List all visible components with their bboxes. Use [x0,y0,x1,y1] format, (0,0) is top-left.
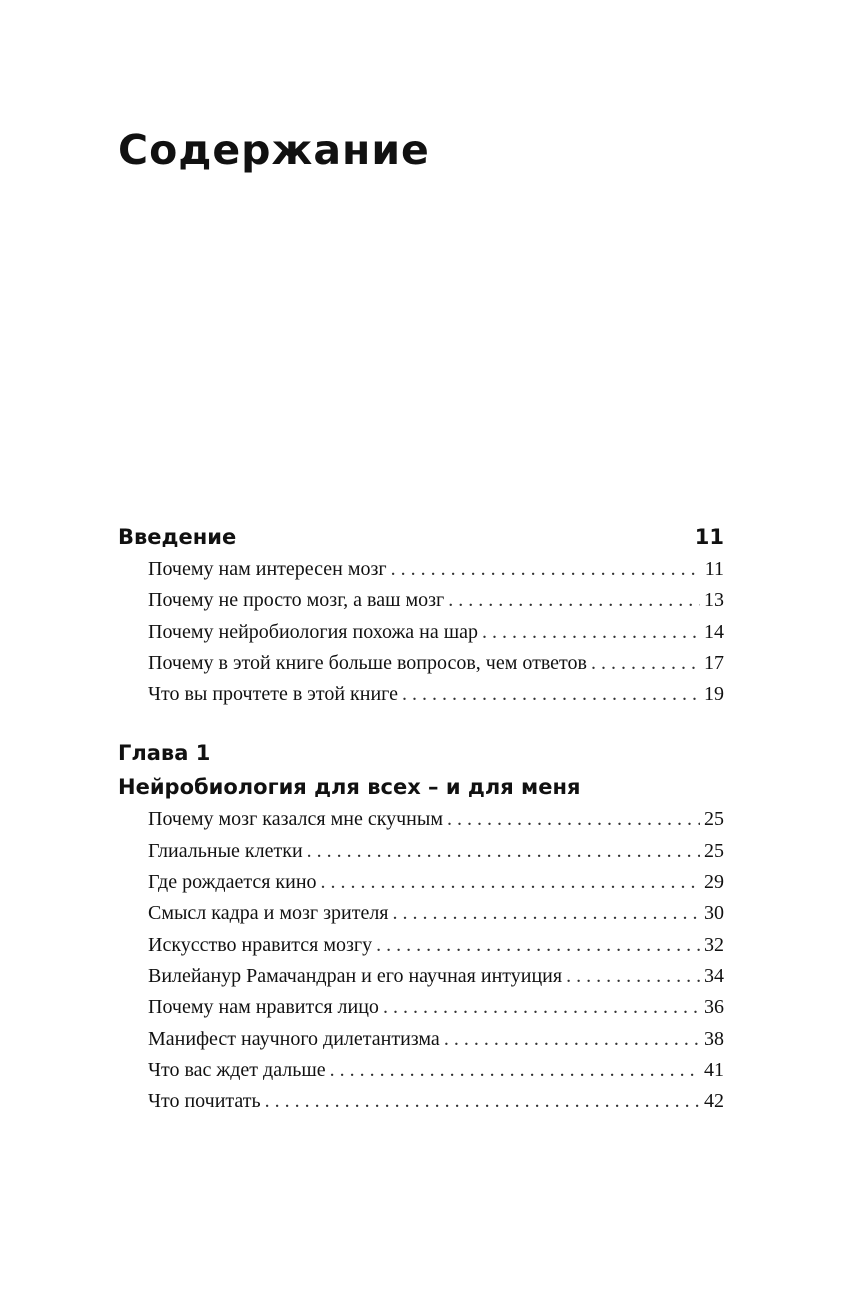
toc-entry-title: Искусство нравится мозгу [148,933,373,956]
toc-entry-page: 25 [704,808,724,831]
toc-entry-page: 38 [704,1027,724,1050]
dot-leader [591,648,700,679]
toc-entry-page: 25 [704,839,724,862]
toc-entry[interactable] [118,617,724,648]
toc-entry-title: Почему не просто мозг, а ваш мозг [148,589,445,612]
dot-leader [376,930,700,961]
toc-entry-title: Что вы прочтете в этой книге [148,683,398,706]
dot-leader [444,1024,700,1055]
toc-entry-page: 42 [704,1090,724,1113]
dot-leader [482,617,700,648]
toc-entry[interactable] [118,867,724,898]
dot-leader [391,554,701,585]
dot-leader [307,836,700,867]
toc-entry[interactable] [118,961,724,992]
toc-entry-title: Что вас ждет дальше [148,1058,326,1081]
dot-leader [383,992,700,1023]
toc-entry[interactable] [118,1086,724,1117]
toc-entry-page: 19 [704,683,724,706]
toc-entry-page: 32 [704,933,724,956]
page-title: Содержание [118,126,430,174]
toc-entry-page: 36 [704,996,724,1019]
section-heading-title: Введение [118,525,237,549]
dot-leader [265,1086,700,1117]
toc-entry-page: 17 [704,651,724,674]
toc-entry-title: Где рождается кино [148,871,317,894]
toc-entry-title: Почему в этой книге больше вопросов, чем ответов [148,651,587,674]
chapter-label: Глава 1 [118,741,211,766]
section-heading-introduction[interactable] [118,520,724,554]
toc-entry-title: Почему нам нравится лицо [148,996,379,1019]
toc-entry[interactable] [118,554,724,585]
dot-leader [448,585,700,616]
toc-entry-page: 11 [704,558,724,580]
dot-leader [402,679,700,710]
dot-leader [330,1055,700,1086]
toc-entry-title: Почему мозг казался мне скучным [148,808,443,831]
toc-entry-page: 29 [704,871,724,894]
dot-leader [393,898,701,929]
dot-leader [447,804,700,835]
toc-entry[interactable] [118,804,724,835]
toc-entry[interactable] [118,992,724,1023]
toc-entry[interactable] [118,898,724,929]
section-heading-page: 11 [694,525,724,549]
dot-leader [321,867,700,898]
toc-entry[interactable] [118,585,724,616]
toc-entry-page: 13 [704,589,724,612]
toc-entry-title: Что почитать [148,1090,261,1113]
toc-entry-title: Манифест научного дилетантизма [148,1027,440,1050]
toc-entry-title: Почему нейробиология похожа на шар [148,620,478,643]
toc-entry[interactable] [118,1024,724,1055]
dot-leader [566,961,700,992]
toc-entry-title: Почему нам интересен мозг [148,558,387,580]
table-of-contents [118,520,724,1117]
toc-entry-title: Смысл кадра и мозг зрителя [148,902,389,925]
toc-entry-page: 34 [704,964,724,987]
toc-entry[interactable] [118,836,724,867]
toc-entry[interactable] [118,648,724,679]
toc-entry-title: Вилейанур Рамачандран и его научная интуиция [148,964,563,987]
section-spacer [118,710,724,736]
toc-entry-page: 14 [704,620,724,643]
toc-entry[interactable] [118,930,724,961]
chapter-heading[interactable]: Нейробиология для всех – и для меня [118,775,581,800]
toc-entry-page: 41 [704,1058,724,1081]
toc-entry[interactable] [118,679,724,710]
toc-entry-page: 30 [704,902,724,925]
toc-entry[interactable] [118,1055,724,1086]
toc-entry-title: Глиальные клетки [148,839,303,862]
